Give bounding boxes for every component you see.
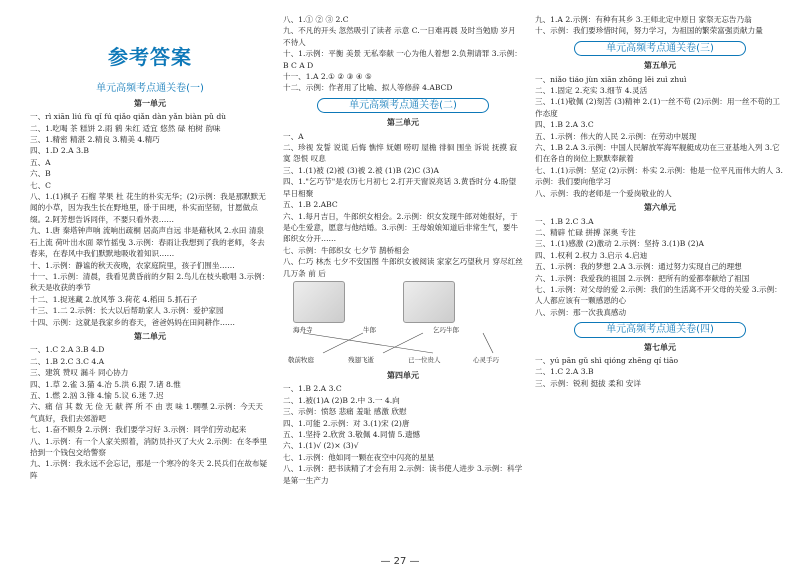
answer-line: 十一、1.A 2.① ② ③ ④ ⑤	[283, 72, 372, 82]
exam-title-2: 单元高频考点通关卷(二)	[317, 98, 489, 113]
answer-line: 五、1.示例：我的梦想 2.A 3.示例：通过努力实现自己的理想	[535, 262, 742, 272]
answer-line: 四、1.可能 2.示例：对 3.(1)宋 (2)唐	[283, 418, 410, 428]
unit-heading-7: 第七单元	[644, 342, 676, 352]
answer-line: 十二、1.捉迷藏 2.放风筝 3.荷花 4.稻田 5.抓石子	[30, 294, 198, 304]
unit-heading-4: 第四单元	[387, 370, 419, 380]
answer-line: 六、1.示例：我爱我的祖国 2.示例：把所有的爱都奉献给了祖国	[535, 273, 750, 283]
answer-line: 五、A	[30, 157, 51, 167]
answer-line: 二、1.固定 2.充实 3.细节 4.灵活	[535, 86, 648, 96]
answer-line: 三、1.(1)被 (2)被 (3)被 2.被 (1)B (2)C (3)A	[283, 165, 439, 175]
answer-line: 三、示例：愤怒 悲痛 羞耻 感激 欣慰	[283, 407, 407, 417]
answer-line: 八、示例：那一次我真感动	[535, 307, 627, 317]
answer-line: 一、1.C 2.A 3.B 4.D	[30, 345, 105, 355]
answer-line: 五、1.坚持 2.欣赏 3.敬佩 4.同情 5.遗憾	[283, 429, 421, 439]
answer-line: 五、1.示例：伟大的人民 2.示例：在劳动中展现	[535, 131, 697, 141]
page-title: 参考答案	[108, 45, 192, 69]
answer-line: 二、1.吃喝 茶 糕饼 2.雨 鹤 朱红 适宜 悠然 碌 柏树 韵味	[30, 123, 221, 133]
answer-line: 二、1.C 2.A 3.B	[535, 367, 594, 377]
answer-line: 六、1.B 2.A 3.示例：中国人民解放军海军舰艇成功在三亚基地入列 3.它们在各自的岗位上默默奉献着	[535, 143, 780, 164]
answer-line: 七、1.奋不顾身 2.示例：我们要学习好 3.示例：同学们劳动起来	[30, 425, 247, 435]
answer-line: 八、1.示例：把书读精了才会有用 2.示例：读书使人进步 3.示例：科学是第一生产力	[283, 464, 523, 485]
matching-figure	[283, 281, 523, 367]
answer-line: 六、B	[30, 169, 51, 179]
answer-line: 二、1.被(1)A (2)B 2.中 3.一 4.向	[283, 395, 400, 405]
answer-line: 四、1.B 2.A 3.C	[535, 120, 594, 130]
answer-line: 八、示例：我的老师是一个爱岗敬业的人	[535, 188, 672, 198]
exam-title-3: 单元高频考点通关卷(三)	[574, 41, 746, 56]
unit-heading-6: 第六单元	[644, 203, 676, 213]
answer-line: 九、1.A 2.示例：有种有其乡 3.王师北定中原日 家祭无忘告乃翁	[535, 15, 752, 24]
answer-line: 四、1."乞巧节"是农历七月初七 2.打开天窗说亮话 3.黄昏时分 4.盼望早日相聚	[283, 177, 517, 198]
answer-line: 十、1.示例：静谧的秋天夜晚，农家庭院里，孩子们围坐……	[30, 260, 235, 270]
answer-line: 七、C	[30, 180, 51, 190]
answer-line: 十、1.示例：平衡 美景 无私奉献 一心为他人着想 2.负荆请罪 3.示例：B C A D	[283, 49, 522, 70]
answer-line: 八、仁巧 林杰 七夕不安国图 牛郎织女被阅读 家家乞巧望秋月 穿尽红丝几万条 前 后	[283, 257, 523, 278]
answer-line: 一、rì xiān liú fù qǐ fú qiǎo qiǎn dàn yǎn biàn pǔ dù	[30, 112, 227, 122]
answer-line: 一、niǎo tiáo jùn xiān zhōng lěi zuì zhuì	[535, 74, 687, 84]
unit-heading-1: 第一单元	[134, 98, 166, 108]
answer-line: 九、不凡的开头 忽然吸引了读者 示意 C.一日难再晨 及时当勉励 岁月不待人	[283, 26, 516, 47]
exam-title-4: 单元高频考点通关卷(四)	[574, 322, 746, 337]
answer-line: 四、1.草 2.雀 3.猫 4.冶 5.洪 6.跟 7.诸 8.惟	[30, 379, 181, 389]
column-3	[535, 14, 785, 389]
answer-line: 七、1.(1)示例：坚定 (2)示例：朴实 2.示例：他是一位平凡而伟大的人 3.示例：我们要向他学习	[535, 165, 783, 187]
figure-caption: 心灵手巧	[473, 355, 499, 364]
unit-heading-3: 第三单元	[387, 118, 419, 128]
answer-line: 三、示例：锐利 挺拔 柔和 安详	[535, 378, 641, 388]
answer-line: 六、1.每月吉日，牛郎织女相会。2.示例：织女发现牛郎对她很好，于是心生爱意，愿意与他结婚。3.示例：王母娘娘知道后非常生气，要牛郎织女分开……	[283, 211, 519, 244]
answer-line: 一、A	[283, 131, 304, 141]
answer-line: 七、1.示例：他如同一颗在夜空中闪亮的星星	[283, 452, 435, 462]
answer-line: 三、1.精密 精湛 2.精良 3.精美 4.精巧	[30, 135, 160, 145]
answer-line: 五、1.B 2.ABC	[283, 200, 338, 210]
figure-caption: 乞巧牛郎	[433, 325, 459, 334]
answer-line: 一、1.B 2.C 3.A	[535, 216, 594, 226]
answer-line: 八、1.① ② ③ 2.C	[283, 15, 349, 24]
answer-line: 一、yú pān gǔ shì qióng zhēng qí tiāo	[535, 355, 679, 365]
answer-line: 三、1.(1)感激 (2)激动 2.示例：坚持 3.(1)B (2)A	[535, 239, 705, 249]
answer-line: 七、1.示例：对父母的爱 2.示例：我们的生活离不开父母的关爱 3.示例：人人都应该有一颗感恩的心	[535, 284, 782, 306]
unit-heading-2: 第二单元	[134, 331, 166, 341]
figure-caption: 牛郎	[363, 325, 376, 334]
answer-line: 九、1.示例：我永远不会忘记，那是一个寒冷的冬天 2.民兵们在故布疑阵	[30, 459, 268, 480]
figure-caption: 敬前牧庭	[288, 355, 314, 364]
answer-line: 二、1.B 2.C 3.C 4.A	[30, 356, 105, 366]
exam-title-1: 单元高频考点通关卷(一)	[96, 83, 204, 95]
answer-line: 十四、示例：这就是我家乡的春天，爸爸妈妈在田间耕作……	[30, 317, 236, 327]
answer-line: 八、1.(1)枫子 石榴 苹果 杜 花生的朴实无华；(2)示例：我是那默默无闻的小草，因为我生长在野地里，卧于田埂，朴实而坚韧，甘愿做点缀。2.阿芳想告诉同伴，不要只看外表……	[30, 192, 266, 224]
unit-heading-5: 第五单元	[644, 61, 676, 71]
page-number: — 27 —	[380, 556, 420, 567]
answer-line: 六、痛 信 其 数 无 俭 无 献 挥 所 不 由 衷 味 1.嘿嘿 2.示例：今天天气真好，我们去郊游吧	[30, 402, 263, 423]
answer-line: 三、建筑 赞叹 漏斗 同心协力	[30, 368, 129, 378]
column-2	[283, 14, 523, 486]
answer-line: 二、精辟 忙碌 拼搏 深奥 专注	[535, 227, 636, 237]
answer-line: 三、1.(1)敬佩 (2)刻苦 (3)精神 2.(1)一丝不苟 (2)示例：用一丝不苟的工作态度	[535, 97, 780, 118]
answer-line: 十二、示例：作者用了比喻、拟人等修辞 4.ABCD	[283, 83, 453, 93]
answer-line: 九、1.唐 秦塔钟声响 流响出疏桐 居高声自远 非是藉秋风 2.水田 清泉石上流 荷叶出水面 翠竹摇曳 3.示例：春雨让我想到了我的老师，冬去春来，在春风中我们默默地吸收着知识……	[30, 226, 265, 259]
figure-caption: 已一位贵人	[408, 355, 441, 364]
answer-line: 八、1.示例：有一个人家关照着，消防员扑灭了大火 2.示例：在冬季里拾到一个钱包交给警察	[30, 436, 268, 457]
answer-line: 十一、1.示例：清晨，我看见黄昏前的夕阳 2.鸟儿在枝头歌唱 3.示例：秋天是收获的季节	[30, 271, 270, 293]
answer-line: 四、1.D 2.A 3.B	[30, 146, 89, 156]
figure-caption: 海舟寺	[293, 325, 313, 334]
answer-line: 六、1.(1)√ (2)× (3)√	[283, 441, 359, 451]
answer-line: 二、珍视 发誓 说谎 后悔 憔悴 妩媚 唠叨 屋檐 徘徊 围坐 诉说 抚摸 寂寞 怨恨 叹息	[283, 143, 517, 164]
column-1	[30, 14, 270, 481]
figure-caption: 残翅飞逝	[348, 355, 374, 364]
answer-line: 十三、1.二 2.示例：长大以后帮助家人 3.示例：爱护家园	[30, 306, 224, 316]
answer-line: 七、示例：牛郎织女 七夕节 鹊桥相会	[283, 245, 410, 255]
answer-line: 一、1.B 2.A 3.C	[283, 384, 342, 394]
answer-line: 四、1.权利 2.权力 3.启示 4.启迪	[535, 250, 648, 260]
answer-line: 十、示例：我们要珍惜时间，努力学习，为祖国的繁荣富强贡献力量	[535, 26, 763, 36]
answer-line: 五、1.燃 2.汹 3.锋 4.愉 5.议 6.迷 7.迟	[30, 390, 164, 400]
